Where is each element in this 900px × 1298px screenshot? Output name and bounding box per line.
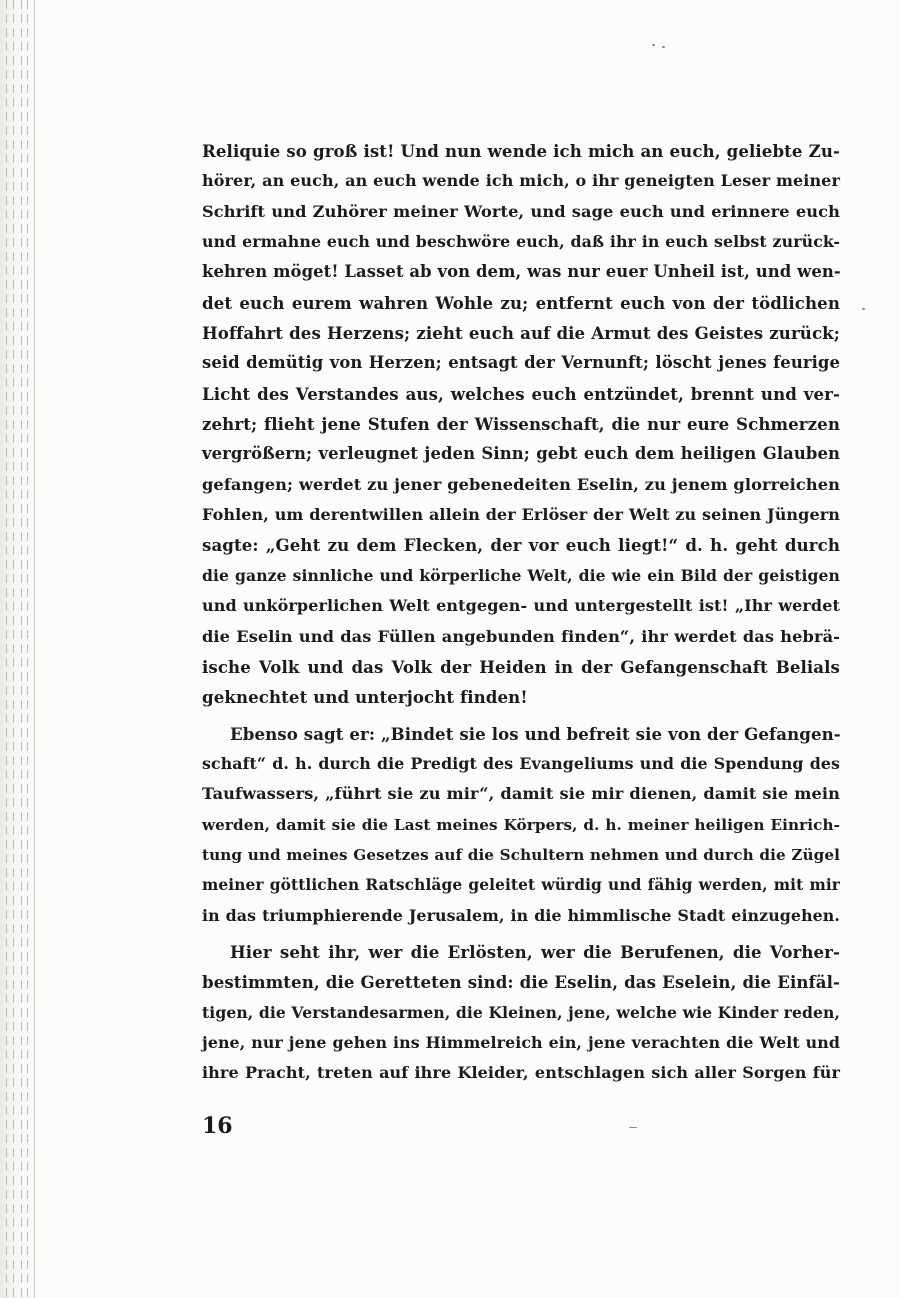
text-line: gefangen; werdet zu jener gebenedeiten Eselin, zu jenem glorreichen [202, 474, 840, 494]
text-line: kehren möget! Lasset ab von dem, was nur euer Unheil ist, und wen- [202, 262, 841, 282]
text-line: Hoffahrt des Herzens; zieht euch auf die Armut des Geistes zurück; [202, 323, 840, 344]
page-number: 16 [202, 1113, 233, 1139]
text-line: sagte: „Geht zu dem Flecken, der vor euch liegt!“ d. h. geht durch [202, 535, 840, 556]
text-line: Hier seht ihr, wer die Erlösten, wer die Berufenen, die Vorher- [230, 941, 840, 962]
paper-speck [652, 44, 655, 46]
page-binding-edge [0, 0, 35, 1298]
text-line: det euch eurem wahren Wohle zu; entfernt euch von der tödlichen [202, 292, 840, 313]
text-line: tigen, die Verstandesarmen, die Kleinen, jene, welche wie Kinder reden, [202, 1002, 840, 1022]
text-line: Taufwassers, „führt sie zu mir“, damit sie mir dienen, damit sie mein [202, 784, 840, 804]
edge-shadow-line [13, 0, 14, 1298]
text-line: Schrift und Zuhörer meiner Worte, und sage euch und erinnere euch [202, 201, 840, 221]
text-line: Ebenso sagt er: „Bindet sie los und befreit sie von der Gefangen- [230, 723, 841, 744]
text-line: Fohlen, um derentwillen allein der Erlöser der Welt zu seinen Jüngern [202, 505, 840, 525]
edge-shadow-line [21, 0, 22, 1298]
text-line: bestimmten, die Geretteten sind: die Eselin, das Eselein, die Einfäl- [202, 972, 840, 993]
text-line: werden, damit sie die Last meines Körpers, d. h. meiner heiligen Einrich- [202, 815, 840, 834]
text-line: zehrt; flieht jene Stufen der Wissenschaft, die nur eure Schmerzen [202, 414, 840, 435]
edge-shadow-line [27, 0, 28, 1298]
text-line: die ganze sinnliche und körperliche Welt, die wie ein Bild der geistigen [202, 565, 840, 585]
text-line: geknechtet und unterjocht finden! [202, 687, 528, 708]
paragraph-2 [202, 719, 840, 931]
body-text [202, 136, 840, 1089]
text-line: Licht des Verstandes aus, welches euch entzündet, brennt und ver- [202, 383, 840, 404]
text-line: meiner göttlichen Ratschläge geleitet würdig und fähig werden, mit mir [202, 876, 840, 895]
text-line: ihre Pracht, treten auf ihre Kleider, entschlagen sich aller Sorgen für [202, 1063, 840, 1083]
text-line: jene, nur jene gehen ins Himmelreich ein, jene verachten die Welt und [202, 1032, 840, 1052]
text-line: hörer, an euch, an euch wende ich mich, o ihr geneigten Leser meiner [202, 171, 840, 191]
text-line: und ermahne euch und beschwöre euch, daß ihr in euch selbst zurück- [202, 232, 840, 252]
text-line: schaft“ d. h. durch die Predigt des Evangeliums und die Spendung des [202, 753, 840, 773]
text-line: tung und meines Gesetzes auf die Schultern nehmen und durch die Zügel [202, 845, 840, 864]
paragraph-1 [202, 136, 840, 713]
paragraph-3 [202, 937, 840, 1089]
edge-shadow-line [6, 0, 7, 1298]
text-line: in das triumphierende Jerusalem, in die himmlische Stadt einzugehen. [202, 905, 840, 925]
text-line: seid demütig von Herzen; entsagt der Vernunft; löscht jenes feurige [202, 353, 840, 373]
paper-speck [629, 1127, 637, 1128]
paper-speck [662, 46, 665, 48]
paper-speck [862, 308, 865, 310]
text-line: und unkörperlichen Welt entgegen- und untergestellt ist! „Ihr werdet [202, 596, 840, 616]
text-line: die Eselin und das Füllen angebunden finden“, ihr werdet das hebrä- [202, 626, 840, 646]
text-line: Reliquie so groß ist! Und nun wende ich mich an euch, geliebte Zu- [202, 141, 840, 161]
text-line: vergrößern; verleugnet jeden Sinn; gebt euch dem heiligen Glauben [202, 444, 840, 464]
text-line: ische Volk und das Volk der Heiden in der Gefangenschaft Belials [202, 656, 840, 677]
